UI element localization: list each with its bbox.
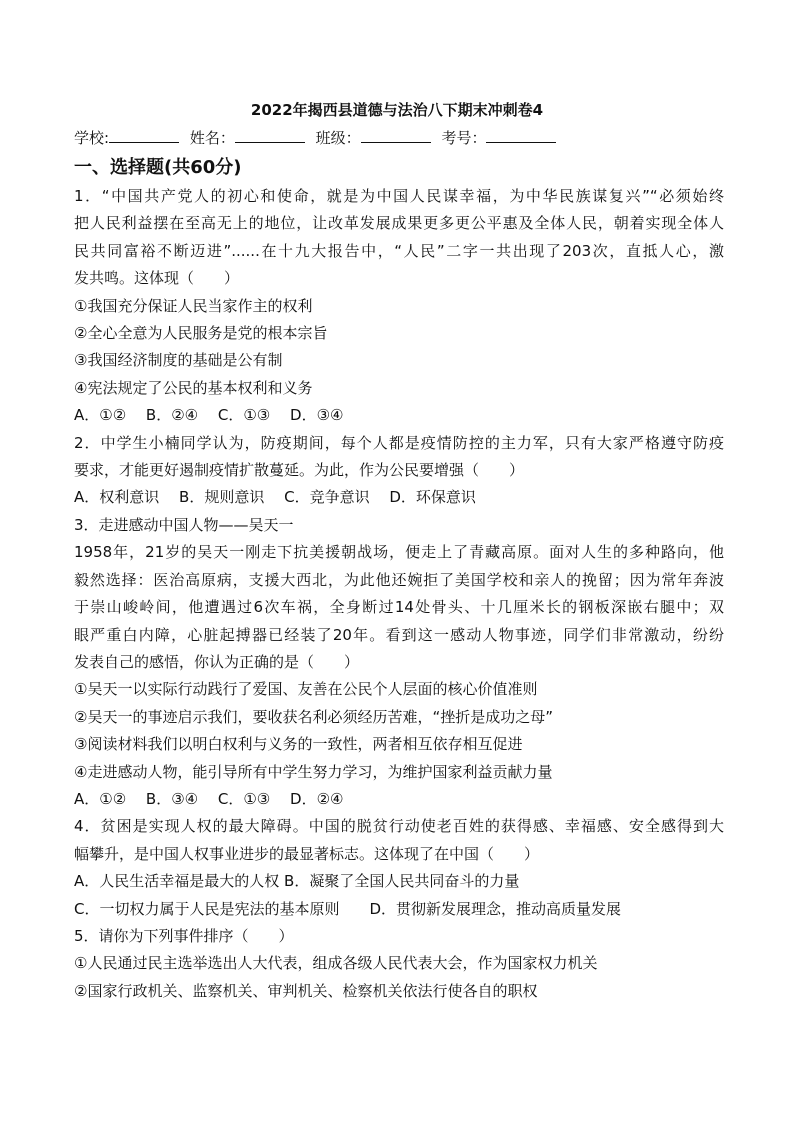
q1-choices: A．①② B．②④ C．①③ D．③④ bbox=[74, 406, 344, 425]
q4-choices-row-2: C．一切权力属于人民是宪法的基本原则 D．贯彻新发展理念，推动高质量发展 bbox=[74, 899, 622, 918]
q3-stem-line-6: 发表自己的感悟，你认为正确的是（ ） bbox=[74, 652, 360, 671]
number-label: 考号： bbox=[441, 129, 487, 147]
q2-choices: A．权利意识 B．规则意识 C．竞争意识 D．环保意识 bbox=[74, 488, 476, 507]
q1-stem-line-1: 1．“中国共产党人的初心和使命，就是为中国人民谋幸福，为中华民族谋复兴”“必须始终 bbox=[74, 187, 724, 205]
q1-option-4: ④宪法规定了公民的基本权利和义务 bbox=[74, 378, 313, 397]
q3-option-4: ④走进感动人物，能引导所有中学生努力学习，为维护国家利益贡献力量 bbox=[74, 762, 553, 781]
q2-stem-line-2: 要求，才能更好遏制疫情扩散蔓延。为此，作为公民要增强（ ） bbox=[74, 461, 525, 480]
q5-option-2: ②国家行政机关、监察机关、审判机关、检察机关依法行使各自的职权 bbox=[74, 981, 538, 1000]
q3-stem-line-2: 1958年，21岁的吴天一刚走下抗美援朝战场，便走上了青藏高原。面对人生的多种路向，他 bbox=[74, 543, 724, 562]
q3-stem-line-3: 毅然选择：医治高原病，支援大西北，为此他还婉拒了美国学校和亲人的挽留；因为常年奔波 bbox=[74, 570, 724, 589]
q1-option-3: ③我国经济制度的基础是公有制 bbox=[74, 351, 283, 370]
school-label: 学校: bbox=[74, 129, 110, 147]
question-content bbox=[74, 183, 724, 1005]
section-title: 一、选择题(共60分) bbox=[74, 157, 242, 178]
q1-option-1: ①我国充分保证人民当家作主的权利 bbox=[74, 296, 313, 315]
q1-stem-line-2: 把人民利益摆在至高无上的地位，让改革发展成果更多更公平惠及全体人民，朝着实现全体人 bbox=[74, 214, 724, 233]
school-blank bbox=[109, 127, 179, 143]
name-label: 姓名： bbox=[189, 129, 235, 147]
student-info-row bbox=[74, 127, 562, 149]
q1-option-2: ②全心全意为人民服务是党的根本宗旨 bbox=[74, 324, 328, 343]
number-blank bbox=[486, 127, 556, 143]
q1-stem-line-3: 民共同富裕不断迈进”......在十九大报告中，“人民”二字一共出现了203次，直抵人心，激 bbox=[74, 241, 724, 260]
q3-stem-line-1: 3．走进感动中国人物——吴天一 bbox=[74, 515, 294, 534]
name-blank bbox=[235, 127, 305, 143]
class-blank bbox=[361, 127, 431, 143]
q4-stem-line-1: 4．贫困是实现人权的最大障碍。中国的脱贫行动使老百姓的获得感、幸福感、安全感得到大 bbox=[74, 817, 724, 836]
q3-stem-line-5: 眼严重白内障，心脏起搏器已经装了20年。看到这一感动人物事迹，同学们非常激动，纷纷 bbox=[74, 625, 724, 644]
q3-option-3: ③阅读材料我们以明白权利与义务的一致性，两者相互依存相互促进 bbox=[74, 735, 523, 754]
q4-choices-row-1: A．人民生活幸福是最大的人权 B．凝聚了全国人民共同奋斗的力量 bbox=[74, 872, 520, 891]
q5-stem-line-1: 5．请你为下列事件排序（ ） bbox=[74, 926, 294, 945]
q2-stem-line-1: 2．中学生小楠同学认为，防疫期间，每个人都是疫情防控的主力军，只有大家严格遵守防疫 bbox=[74, 433, 724, 452]
q3-option-1: ①吴天一以实际行动践行了爱国、友善在公民个人层面的核心价值准则 bbox=[74, 680, 538, 699]
q3-option-2: ②吴天一的事迹启示我们，要收获名利必须经历苦难，“挫折是成功之母” bbox=[74, 707, 553, 726]
q1-stem-line-4: 发共鸣。这体现（ ） bbox=[74, 269, 240, 288]
class-label: 班级： bbox=[315, 129, 361, 147]
exam-title: 2022年揭西县道德与法治八下期末冲刺卷4 bbox=[250, 101, 544, 119]
q3-choices: A．①② B．③④ C．①③ D．②④ bbox=[74, 789, 344, 808]
q4-stem-line-2: 幅攀升，是中国人权事业进步的最显著标志。这体现了在中国（ ） bbox=[74, 844, 540, 863]
q3-stem-line-4: 于崇山峻岭间，他遭遇过6次车祸，全身断过14处骨头、十几厘米长的钢板深嵌右腿中；双 bbox=[74, 598, 724, 617]
q5-option-1: ①人民通过民主选举选出人大代表，组成各级人民代表大会，作为国家权力机关 bbox=[74, 954, 598, 973]
